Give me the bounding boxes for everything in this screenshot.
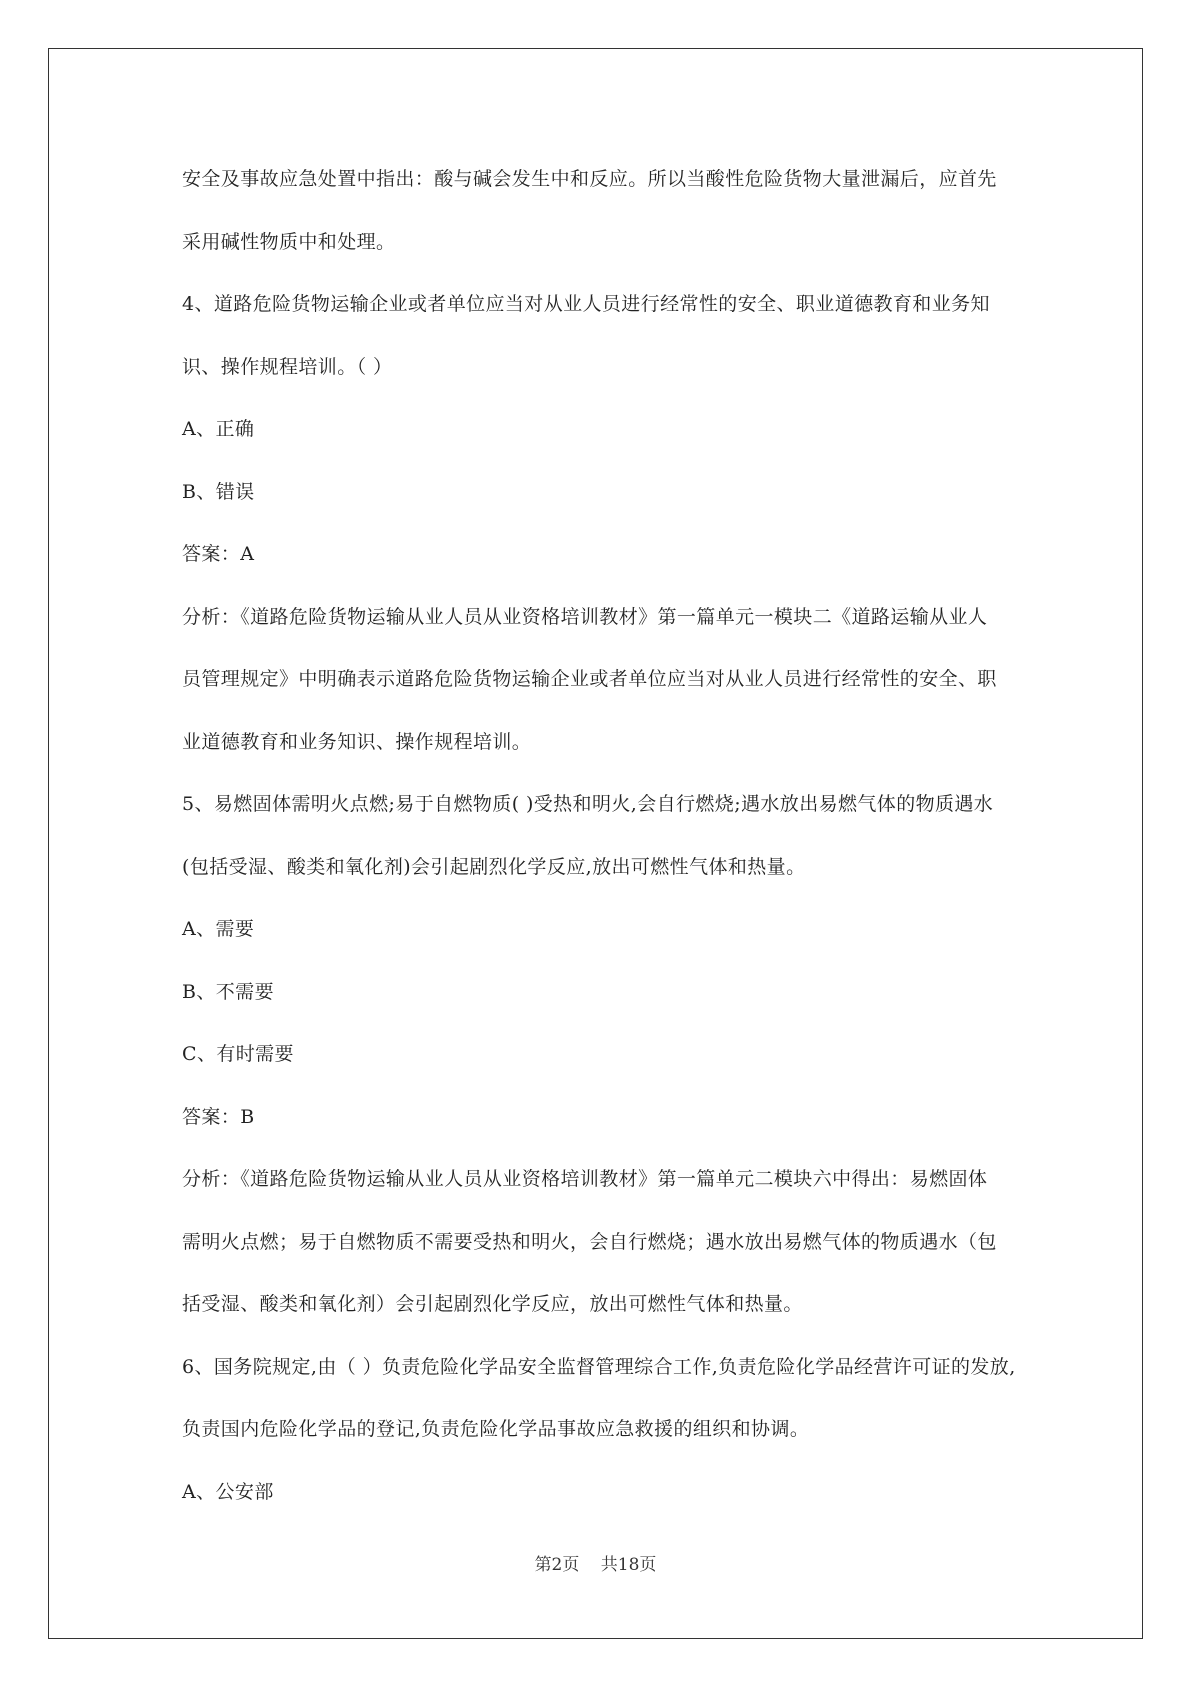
question-4: 4、道路危险货物运输企业或者单位应当对从业人员进行经常性的安全、职业道德教育和业务知 [182,293,990,315]
page-total: 共18页 [600,1555,657,1575]
option-a: A、需要 [182,918,255,940]
text-line: 负责国内危险化学品的登记,负责危险化学品事故应急救援的组织和协调。 [182,1418,810,1440]
option-a: A、公安部 [182,1480,274,1503]
text-line: 采用碱性物质中和处理。 [182,230,396,253]
analysis: 分析：《道路危险货物运输从业人员从业资格培训教材》第一篇单元二模块六中得出：易燃固体 [182,1168,988,1190]
answer: 答案：A [182,543,255,565]
answer: 答案：B [182,1105,255,1128]
document-body [182,148,1016,1523]
option-b: B、错误 [182,480,255,503]
text-line: 安全及事故应急处置中指出：酸与碱会发生中和反应。所以当酸性危险货物大量泄漏后，应首先 [182,168,997,190]
option-a: A、正确 [182,418,255,440]
text-line: 需明火点燃；易于自燃物质不需要受热和明火，会自行燃烧；遇水放出易燃气体的物质遇水（包 [182,1230,997,1253]
text-line: 员管理规定》中明确表示道路危险货物运输企业或者单位应当对从业人员进行经常性的安全、职 [182,668,997,690]
question-6: 6、国务院规定,由（ ）负责危险化学品安全监督管理综合工作,负责危险化学品经营许可证的发放, [182,1355,1016,1378]
page-footer [0,1550,1191,1575]
analysis: 分析：《道路危险货物运输从业人员从业资格培训教材》第一篇单元一模块二《道路运输从业人 [182,605,988,628]
text-line: 识、操作规程培训。（ ） [182,355,393,378]
option-c: C、有时需要 [182,1043,294,1065]
text-line: 业道德教育和业务知识、操作规程培训。 [182,730,532,753]
page-number: 第2页 [534,1555,580,1575]
text-line: (包括受湿、酸类和氧化剂)会引起剧烈化学反应,放出可燃性气体和热量。 [182,855,806,878]
text-line: 括受湿、酸类和氧化剂）会引起剧烈化学反应，放出可燃性气体和热量。 [182,1293,803,1315]
option-b: B、不需要 [182,980,274,1003]
question-5: 5、易燃固体需明火点燃;易于自燃物质( )受热和明火,会自行燃烧;遇水放出易燃气体的物质遇水 [182,793,994,815]
